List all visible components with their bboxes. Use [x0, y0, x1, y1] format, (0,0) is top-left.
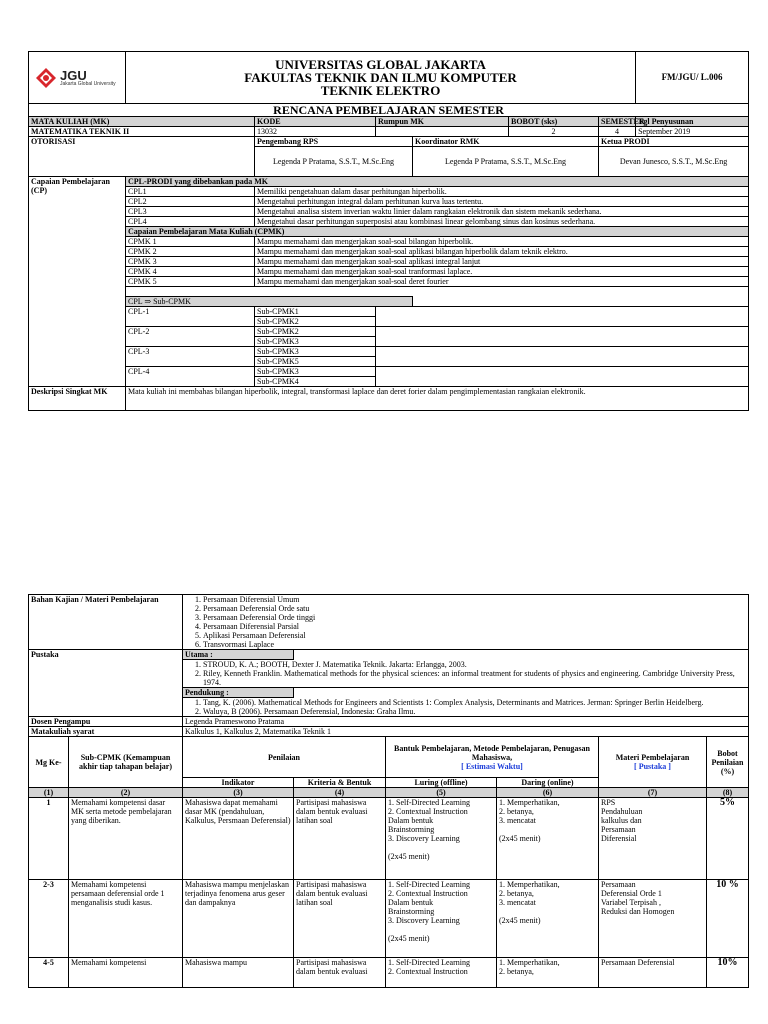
header-pengembang: Pengembang RPS [255, 137, 413, 147]
bahan-item: 1. Persamaan Diferensial Umum [203, 595, 746, 604]
map-blank [376, 307, 749, 327]
row-line: (2x45 menit) [499, 834, 541, 843]
row-mg: 4-5 [29, 958, 69, 988]
cpl-code: CPL2 [126, 197, 255, 207]
row-line: Reduksi dan Homogen [601, 907, 675, 916]
pustaka-pendukung-blank [294, 688, 749, 698]
row-line: RPS [601, 798, 616, 807]
pustaka-utama-item: 2. Riley, Kenneth Franklin. Mathematical methods for the physical sciences: an informal treatment for students of physics and engineering. Cambridge University Press, 1974. [203, 669, 746, 687]
cpl-code: CPL4 [126, 217, 255, 227]
col-num: (3) [183, 788, 294, 798]
row-line: 3. Discovery Learning [388, 834, 460, 843]
header-sub-cpmk: Sub-CPMK (Kemampuan akhir tiap tahapan belajar) [69, 737, 183, 788]
cpl-text: Mengetahui dasar perhitungan superposisi atau kombinasi linear gelombang sinus dan kosinus sederhana. [255, 217, 749, 227]
row-daring [497, 880, 599, 958]
cpmk-text: Mampu memahami dan mengerjakan soal-soal aplikasi bilangan hiperbolik dalam teknik elektro. [255, 247, 749, 257]
course-name: MATEMATIKA TEKNIK II [29, 127, 255, 137]
header-indikator: Indikator [183, 778, 294, 788]
logo-cell [29, 52, 126, 104]
row-kriteria: Partisipasi mahasiswa dalam bentuk evaluasi latihan soal [294, 880, 386, 958]
header-kode: KODE [255, 117, 376, 127]
row-line: Variabel Terpisah , [601, 898, 661, 907]
row-bobot: 5% [707, 798, 749, 880]
cpl-code: CPL1 [126, 187, 255, 197]
bahan-label: Bahan Kajian / Materi Pembelajaran [29, 595, 183, 650]
jgu-logo-icon [35, 67, 57, 89]
row-line: 1. Memperhatikan, [499, 958, 560, 967]
cpmk-text: Mampu memahami dan mengerjakan soal-soal tranformasi laplace. [255, 267, 749, 277]
header-bantuk-text: Bantuk Pembelajaran, Metode Pembelajaran, Penugasan Mahasiswa, [394, 743, 590, 762]
row-line: 2. Contextual Instruction [388, 807, 468, 816]
col-num: (2) [69, 788, 183, 798]
row-materi [599, 958, 707, 988]
bahan-item: 2. Persamaan Deferensial Orde satu [203, 604, 746, 613]
map-cpl: CPL-2 [126, 327, 255, 347]
row-line: Brainstorming [388, 825, 435, 834]
row-indikator: Mahasiswa mampu menjelaskan terjadinya fenomena arus geser dan dampaknya [183, 880, 294, 958]
header-koordinator: Koordinator RMK [413, 137, 599, 147]
cpmk-code: CPMK 4 [126, 267, 255, 277]
row-line: Brainstorming [388, 907, 435, 916]
row-luring [386, 798, 497, 880]
program-name: TEKNIK ELEKTRO [320, 83, 441, 98]
pustaka-pendukung-item: 1. Tang, K. (2006). Mathematical Methods for Engineers and Scientists 1: Complex Analysis, Determinants and Matrices. Jerman: Springer Berlin Heidelberg. [203, 698, 746, 707]
row-luring [386, 880, 497, 958]
row-kriteria: Partisipasi mahasiswa dalam bentuk evaluasi [294, 958, 386, 988]
col-num: (6) [497, 788, 599, 798]
row-line [499, 825, 596, 834]
row-line: 2. betanya, [499, 967, 534, 976]
row-line: 1. Self-Directed Learning [388, 880, 470, 889]
row-line: 3. Discovery Learning [388, 916, 460, 925]
map-sub: Sub-CPMK2 [255, 327, 376, 337]
row-line: (2x45 menit) [499, 916, 541, 925]
row-line: 1. Self-Directed Learning [388, 798, 470, 807]
map-cpl: CPL-3 [126, 347, 255, 367]
row-line: (2x45 menit) [388, 934, 430, 943]
row-line: 1. Memperhatikan, [499, 798, 560, 807]
cpmk-text: Mampu memahami dan mengerjakan soal-soal bilangan hiperbolik. [255, 237, 749, 247]
cpmk-text: Mampu memahami dan mengerjakan soal-soal deret fourier [255, 277, 749, 287]
cpmk-header: Capaian Pembelajaran Mata Kuliah (CPMK) [126, 227, 749, 237]
header-materi-text: Materi Pembelajaran [615, 753, 690, 762]
row-sub: Memahami kompetensi persamaan deferensial orde 1 menganalisis studi kasus. [69, 880, 183, 958]
deskripsi-text: Mata kuliah ini membahas bilangan hiperbolik, integral, transformasi laplace dan deret forier dalam pengimplementasian rangkaian elektronik. [126, 387, 749, 411]
header-luring: Luring (offline) [386, 778, 497, 788]
row-line: 2. Contextual Instruction [388, 889, 468, 898]
otorisasi-label: OTORISASI [29, 137, 255, 177]
cpl-text: Mengetahui analisa sistem inverian waktu linier dalam rangkaian elektronik dan sistem mekanik sederhana. [255, 207, 749, 217]
row-line: 1. Memperhatikan, [499, 880, 560, 889]
row-indikator: Mahasiswa mampu [183, 958, 294, 988]
row-line: Persamaan [601, 880, 636, 889]
institution-title [126, 52, 636, 104]
row-line: Persamaan [601, 825, 636, 834]
row-bobot: 10 % [707, 880, 749, 958]
row-line: 2. Contextual Instruction [388, 967, 468, 976]
row-luring [386, 958, 497, 988]
row-line: Pendahuluan [601, 807, 643, 816]
cpmk-code: CPMK 2 [126, 247, 255, 257]
cpl-header: CPL-PRODI yang dibebankan pada MK [126, 177, 749, 187]
map-blank [376, 367, 749, 387]
pustaka-pendukung-label: Pendukung : [183, 688, 294, 698]
bahan-list [183, 595, 749, 650]
form-code: FM/JGU/ L.006 [636, 52, 749, 104]
logo-name: JGU [60, 67, 87, 83]
row-line: 2. betanya, [499, 889, 534, 898]
map-blank [376, 327, 749, 347]
row-line: Dalam bentuk [388, 898, 434, 907]
cpmk-code: CPMK 1 [126, 237, 255, 247]
pengembang-name: Legenda P Pratama, S.S.T., M.Sc.Eng [255, 147, 413, 177]
dosen-label: Dosen Pengampu [29, 717, 183, 727]
cp-label: Capaian Pembelajaran (CP) [29, 177, 126, 387]
pustaka-pendukung-item: 2. Waluya, B (2006). Persamaan Deferensial, Indonesia: Graha Ilmu. [203, 707, 746, 716]
dosen-value: Legenda Prameswono Pratama [183, 717, 749, 727]
ketua-name: Devan Junesco, S.S.T., M.Sc.Eng [599, 147, 749, 177]
cpmk-code: CPMK 5 [126, 277, 255, 287]
pustaka-utama-label: Utama : [183, 650, 294, 660]
map-sub: Sub-CPMK4 [255, 377, 376, 387]
col-num: (7) [599, 788, 707, 798]
row-mg: 2-3 [29, 880, 69, 958]
pustaka-utama-blank [294, 650, 749, 660]
map-header: CPL ⇒ Sub-CPMK [126, 297, 413, 307]
header-rumpun: Rumpun MK [376, 117, 509, 127]
header-penilaian: Penilaian [183, 737, 386, 778]
map-sub: Sub-CPMK3 [255, 337, 376, 347]
row-line [388, 843, 494, 852]
cpmk-code: CPMK 3 [126, 257, 255, 267]
row-indikator: Mahasiswa dapat memahami dasar MK (pendahuluan, Kalkulus, Persmaan Deferensial) [183, 798, 294, 880]
row-line: 2. betanya, [499, 807, 534, 816]
bahan-item: 5. Aplikasi Persamaan Deferensial [203, 631, 746, 640]
pustaka-utama-item: 1. STROUD, K. A.; BOOTH, Dexter J. Matematika Teknik. Jakarta: Erlangga, 2003. [203, 660, 746, 669]
header-ketua: Ketua PRODI [599, 137, 749, 147]
rps-header-table [28, 51, 749, 411]
header-daring: Daring (online) [497, 778, 599, 788]
col-num: (4) [294, 788, 386, 798]
faculty-name: FAKULTAS TEKNIK DAN ILMU KOMPUTER [244, 70, 517, 85]
pustaka-pendukung-list [183, 698, 749, 717]
row-sub: Memahami kompetensi [69, 958, 183, 988]
pustaka-utama-list [183, 660, 749, 688]
header-mk: MATA KULIAH (MK) [29, 117, 255, 127]
header-bobot: BOBOT (sks) [509, 117, 599, 127]
row-line [388, 925, 494, 934]
row-line [499, 907, 596, 916]
header-semester: SEMESTER [599, 117, 636, 127]
header-pustaka: [ Pustaka ] [634, 762, 671, 771]
map-cpl: CPL-1 [126, 307, 255, 327]
course-code: 13032 [255, 127, 376, 137]
row-line: Dalam bentuk [388, 816, 434, 825]
map-sub: Sub-CPMK1 [255, 307, 376, 317]
university-name: UNIVERSITAS GLOBAL JAKARTA [275, 57, 486, 72]
header-kriteria: Kriteria & Bentuk [294, 778, 386, 788]
header-tgl: Tgl Penyusunan [636, 117, 749, 127]
header-bobot: Bobot Penilaian (%) [707, 737, 749, 788]
course-semester: 4 [599, 127, 636, 137]
header-bantuk [386, 737, 599, 778]
row-line: (2x45 menit) [388, 852, 430, 861]
map-sub: Sub-CPMK3 [255, 347, 376, 357]
bahan-item: 3. Persamaan Deferensial Orde tinggi [203, 613, 746, 622]
deskripsi-label: Deskripsi Singkat MK [29, 387, 126, 411]
map-header-blank [413, 297, 749, 307]
col-num: (8) [707, 788, 749, 798]
syarat-label: Matakuliah syarat [29, 727, 183, 737]
col-num: (1) [29, 788, 69, 798]
header-materi [599, 737, 707, 788]
logo-subtitle: Jakarta Global University [60, 80, 116, 87]
row-line: Deferensial Orde 1 [601, 889, 662, 898]
koordinator-name: Legenda P Pratama, S.S.T., M.Sc.Eng [413, 147, 599, 177]
map-sub: Sub-CPMK5 [255, 357, 376, 367]
spacer [126, 287, 749, 297]
cpmk-text: Mampu memahami dan mengerjakan soal-soal aplikasi integral lanjut [255, 257, 749, 267]
map-sub: Sub-CPMK3 [255, 367, 376, 377]
row-line: Diferensial [601, 834, 637, 843]
row-mg: 1 [29, 798, 69, 880]
rps-detail-table [28, 594, 749, 988]
map-cpl: CPL-4 [126, 367, 255, 387]
cpl-text: Mengetahui perhitungan integral dalam perhitunan kurva luas tertentu. [255, 197, 749, 207]
row-materi [599, 798, 707, 880]
row-bobot: 10% [707, 958, 749, 988]
cpl-code: CPL3 [126, 207, 255, 217]
document-title: RENCANA PEMBELAJARAN SEMESTER [29, 104, 749, 117]
row-line: 1. Self-Directed Learning [388, 958, 470, 967]
logo [31, 63, 123, 93]
row-daring [497, 798, 599, 880]
cpl-text: Memiliki pengetahuan dalam dasar perhitungan hiperbolik. [255, 187, 749, 197]
row-daring [497, 958, 599, 988]
bahan-item: 6. Transvormasi Laplace [203, 640, 746, 649]
row-sub: Memahami kompetensi dasar MK serta metode pembelajaran yang diberikan. [69, 798, 183, 880]
row-line: 3. mencatat [499, 898, 536, 907]
header-mg: Mg Ke- [29, 737, 69, 788]
map-sub: Sub-CPMK2 [255, 317, 376, 327]
map-blank [376, 347, 749, 367]
row-line: Persamaan Deferensial [601, 958, 675, 967]
row-materi [599, 880, 707, 958]
row-line: 3. mencatat [499, 816, 536, 825]
pustaka-label: Pustaka [29, 650, 183, 717]
course-date: September 2019 [636, 127, 749, 137]
syarat-value: Kalkulus 1, Kalkulus 2, Matematika Teknik 1 [183, 727, 749, 737]
col-num: (5) [386, 788, 497, 798]
row-kriteria: Partisipasi mahasiswa dalam bentuk evaluasi latihan soal [294, 798, 386, 880]
header-estimasi: [ Estimasi Waktu] [461, 761, 523, 771]
row-line: kalkulus dan [601, 816, 642, 825]
bahan-item: 4. Persamaan Diferensial Parsial [203, 622, 746, 631]
course-bobot: 2 [509, 127, 599, 137]
course-rumpun [376, 127, 509, 137]
